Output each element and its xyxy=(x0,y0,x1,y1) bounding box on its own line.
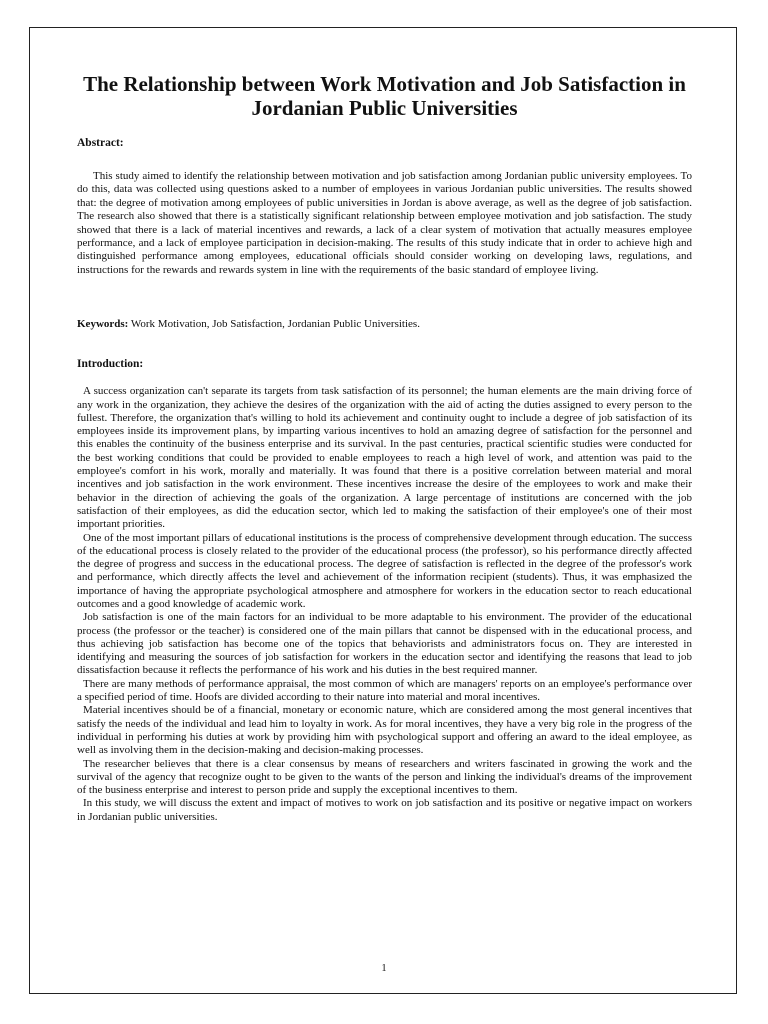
page-number: 1 xyxy=(381,963,387,974)
intro-paragraph-6: The researcher believes that there is a clear consensus by means of researchers and writers fascinated in growing the work and the survival of the agency that recognize ought to be given to the wants of the person and linking the individual's dreams of the improvement of the business enterprise and interest to person pride and supply the exceptional incentives to them. xyxy=(77,757,692,797)
keywords-label: Keywords: xyxy=(77,318,129,331)
paper-title: The Relationship between Work Motivation and Job Satisfaction in Jordanian Public Universities xyxy=(83,72,686,120)
document-content xyxy=(77,72,692,824)
abstract-body: This study aimed to identify the relationship between motivation and job satisfaction among Jordanian public university employees. To do this, data was collected using questions asked to a number of employees in various Jordanian public universities. The results showed that: the degree of motivation among employees of public universities in Jordan is above average, as well as the degree of job satisfaction. The research also showed that there is a statistically significant relationship between employee motivation and job satisfaction. The study showed that there is a lack of material incentives and rewards, a lack of a clear system of motivation that actually measures employee performance, and a lack of employee participation in decision-making. The results of this study indicate that in order to achieve high and distinguished performance among employees, educational officials should consider working on developing laws, regulations, and instructions for the rewards and rewards system in line with the requirements of the basic standard of employee living. xyxy=(77,170,692,276)
intro-paragraph-3: Job satisfaction is one of the main factors for an individual to be more adaptable to his environment. The provider of the educational process (the professor or the teacher) is considered one of the main pillars that cannot be dispensed with in the educational process, and thus achieving job satisfaction has become one of the topics that behaviorists and administrators focus on. They are interested in identifying and measuring the sources of job satisfaction for workers in the education sector and identifying the reasons that lead to job dissatisfaction because it reflects the performance of his work and his duties in the best required manner. xyxy=(77,611,692,677)
intro-paragraph-1: A success organization can't separate its targets from task satisfaction of its personnel; the human elements are the main driving force of any work in the organization, they achieve the desires of the organization with the aid of acting the duties assigned to every person to the fullest. Therefore, the organization that's willing to hold its achievement and continuity ought to include a degree of job satisfaction of its employees inside its improvement plans, by imparting various incentives to hold an amazing degree of satisfaction for the personnel and this enables the continuity of the business enterprise and its survival. In the past centuries, practical scientific studies were conducted for the best working conditions that could be provided to enable employees to reach a high level of work, and attention was paid to the employee's comfort in his work, morally and materially. It was found that there is a positive correlation between material and moral incentives and job satisfaction in the work environment. These incentives increase the desire of the employees to work and make their behavior in the direction of achieving the goals of the organization. A large percentage of institutions are concerned with the job satisfaction of their employees, as did the education sector, which led to making the satisfaction of their employee's one of their most important priorities. xyxy=(77,385,692,531)
introduction-heading: Introduction: xyxy=(77,358,144,371)
intro-paragraph-5: Material incentives should be of a financial, monetary or economic nature, which are considered among the most general incentives that satisfy the needs of the individual and lead him to loyalty in work. As for moral incentives, they have a very big role in the progress of the individual in performing his duties at work by providing him with psychological support and offering an award to the ideal employee, as well as involving them in the decision-making and decision-making processes. xyxy=(77,704,692,757)
introduction-body xyxy=(77,385,692,824)
intro-paragraph-7: In this study, we will discuss the extent and impact of motives to work on job satisfaction and its positive or negative impact on workers in Jordanian public universities. xyxy=(77,797,692,823)
intro-paragraph-4: There are many methods of performance appraisal, the most common of which are managers' reports on an employee's performance over a specified period of time. Hoofs are divided according to their nature into material and moral incentives. xyxy=(77,677,692,704)
abstract-heading: Abstract: xyxy=(77,137,124,149)
keywords-text: Work Motivation, Job Satisfaction, Jordanian Public Universities. xyxy=(130,318,420,331)
keywords-line xyxy=(77,317,692,331)
intro-paragraph-2: One of the most important pillars of educational institutions is the process of comprehensive development through education. The success of the educational process is closely related to the provider of the educational process (the professor), so his performance directly affected the degree of progress and success in the educational process. The degree of satisfaction is reflected in the degree of the professor's work and performance, which directly affects the level and achievement of the information recipient (students). Thus, it was emphasized the importance of having the appropriate psychological atmosphere and atmosphere for workers in the education sector to reach educational outcomes and a good knowledge of academic work. xyxy=(77,531,692,610)
